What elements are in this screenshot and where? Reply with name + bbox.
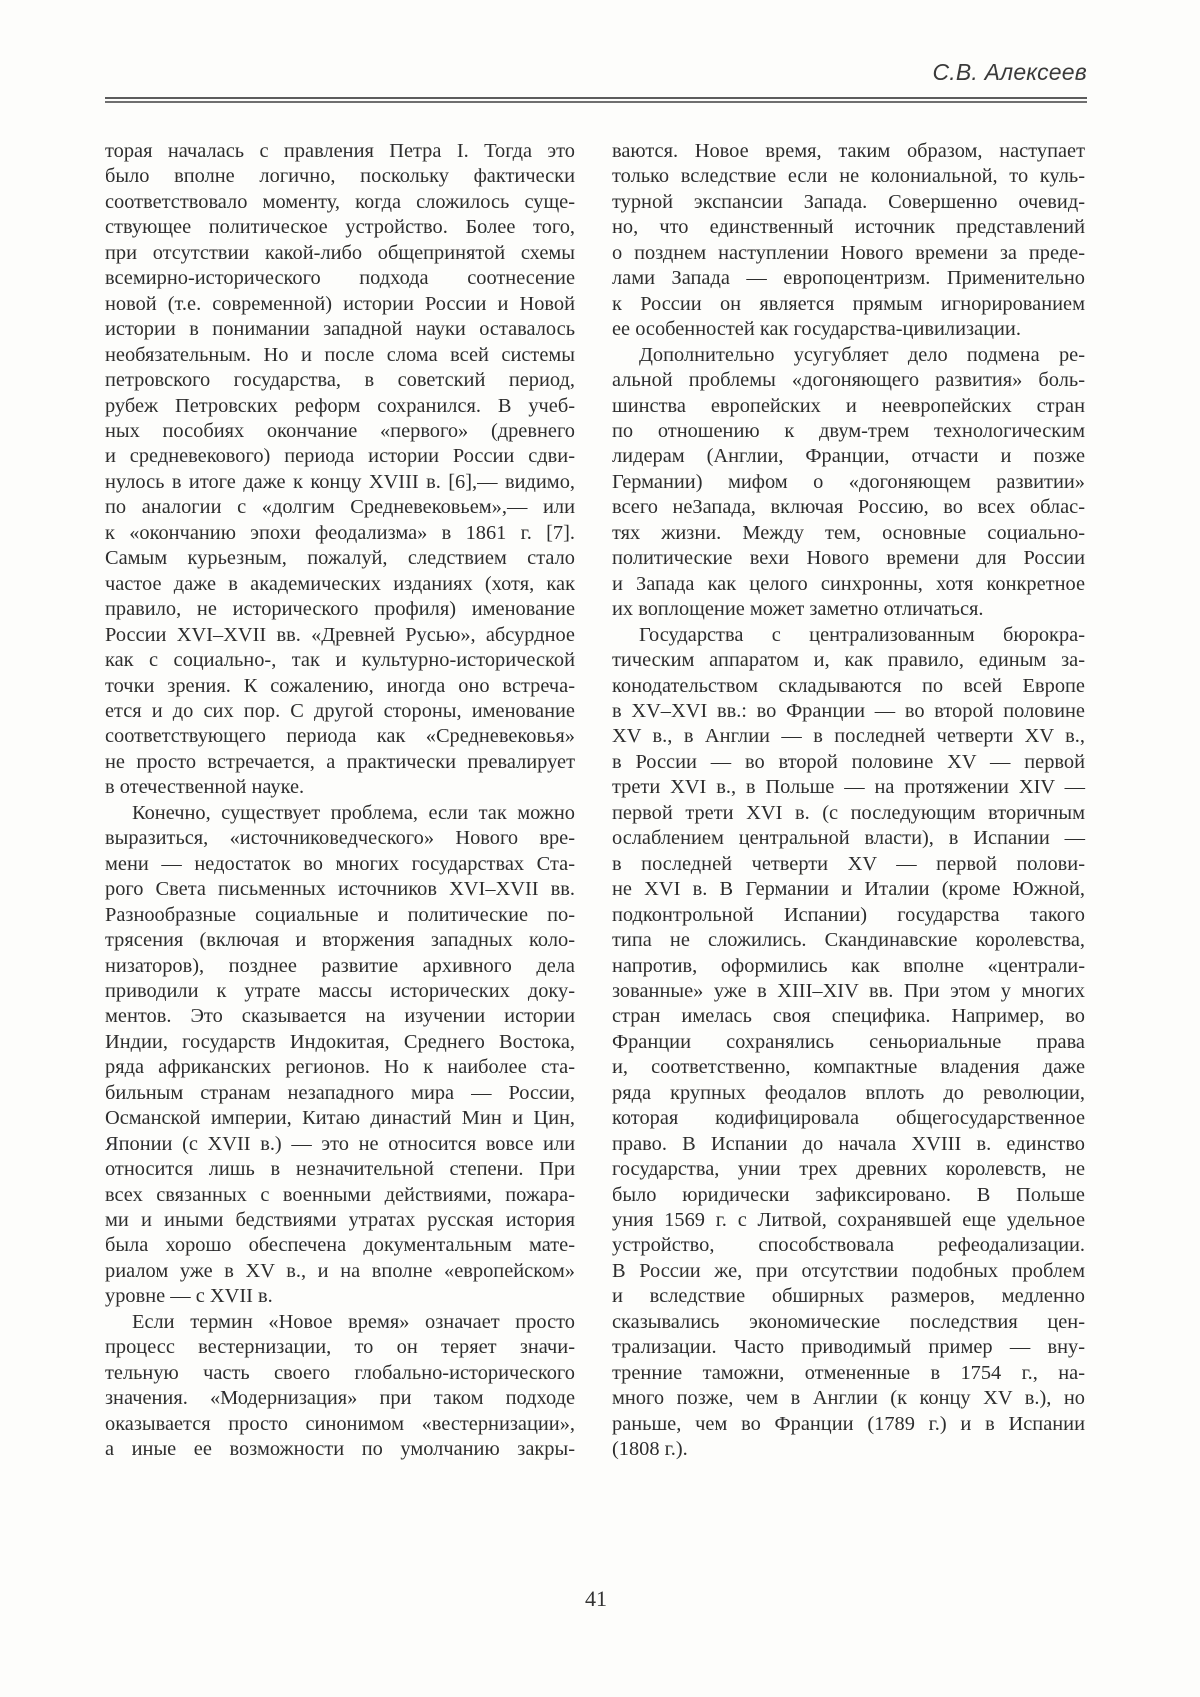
text-column-left — [105, 139, 575, 1463]
text-line: рубеж Петровских реформ сохранился. В учеб- — [105, 394, 575, 417]
text-line: ствующее политическое устройство. Более того, — [105, 216, 575, 239]
text-line: риалом уже в XV в., и на вполне «европейском» — [105, 1259, 575, 1282]
text-line: к «окончанию эпохи феодализма» в 1861 г. [7]. — [105, 521, 575, 544]
text-line: Османской империи, Китаю династий Мин и Цин, — [105, 1107, 575, 1130]
text-line: процесс вестернизации, то он теряет значи- — [105, 1336, 575, 1359]
text-line: Разнообразные социальные и политические по- — [105, 903, 575, 926]
text-line: которая кодифицировала общегосударственное — [612, 1107, 1085, 1130]
text-line: не просто встречается, а практически превалирует — [105, 750, 575, 773]
text-line: в России — во второй половине XV — первой — [612, 750, 1085, 773]
text-line: о позднем наступлении Нового времени за преде- — [612, 241, 1085, 264]
text-line: низаторов), позднее развитие архивного дела — [105, 954, 575, 977]
text-line: уровне — с XVII в. — [105, 1285, 273, 1308]
text-line: мени — недостаток во многих государствах Ста- — [105, 852, 575, 875]
text-line: и вследствие обширных размеров, медленно — [612, 1285, 1085, 1308]
text-line: стран имелась своя специфика. Например, во — [612, 1005, 1085, 1028]
text-line: было юридически зафиксировано. В Польше — [612, 1183, 1085, 1206]
text-line: трясения (включая и вторжения западных коло- — [105, 929, 575, 952]
text-line: в последней четверти XV — первой полови- — [612, 852, 1085, 875]
text-line: было вполне логично, поскольку фактически — [105, 165, 575, 188]
text-line: тях жизни. Между тем, основные социально- — [612, 521, 1085, 544]
text-line: ослаблением центральной власти), в Испании — — [612, 827, 1085, 850]
text-line: ваются. Новое время, таким образом, наступает — [612, 140, 1085, 162]
text-line: при отсутствии какой-либо общепринятой схемы — [105, 241, 575, 264]
page-footer — [105, 1586, 1087, 1612]
text-line: трети XVI в., в Польше — на протяжении XIV — — [612, 776, 1085, 799]
text-line: частое даже в академических изданиях (хотя, как — [105, 572, 575, 595]
text-line: альной проблемы «догоняющего развития» боль- — [612, 369, 1085, 392]
text-line: сказывались экономические последствия цен- — [612, 1310, 1085, 1333]
text-line: приводили к утрате массы исторических доку- — [105, 979, 575, 1002]
text-line: ется и до сих пор. С другой стороны, именование — [105, 699, 575, 722]
text-line: относится лишь в незначительной степени. При — [105, 1158, 575, 1181]
text-line: лами Запада — европоцентризм. Применительно — [612, 267, 1085, 290]
text-line: всех связанных с военными действиями, пожара- — [105, 1183, 575, 1206]
text-line: лидерам (Англии, Франции, отчасти и позже — [612, 445, 1085, 468]
text-line: типа не сложились. Скандинавские королевства, — [612, 929, 1085, 952]
text-line: значения. «Модернизация» при таком подходе — [105, 1387, 575, 1410]
text-line: и Запада как целого синхронны, хотя конкретное — [612, 572, 1085, 595]
text-line: государства, унии трех древних королевств, не — [612, 1158, 1085, 1181]
running-head-author: С.В. Алексеев — [932, 59, 1087, 85]
text-line: необязательным. Но и после слома всей системы — [105, 343, 575, 366]
text-line: Если термин «Новое время» означает просто — [132, 1310, 575, 1333]
text-line: зованные» уже в XIII–XIV вв. При этом у многих — [612, 979, 1085, 1002]
text-line: XV в., в Англии — в последней четверти XV в., — [612, 725, 1085, 748]
text-line: по отношению к двум-трем технологическим — [612, 419, 1085, 442]
text-line: рого Света письменных источников XVI–XVII вв. — [105, 878, 575, 901]
text-line: не XVI в. В Германии и Италии (кроме Южной, — [612, 878, 1085, 901]
text-line: первой трети XVI в. (с последующим вторичным — [612, 801, 1085, 824]
text-line: к России он является прямым игнорированием — [612, 292, 1085, 315]
text-line: трализации. Часто приводимый пример — вну- — [612, 1336, 1085, 1359]
header-rule — [105, 97, 1087, 103]
text-line: Германии) мифом о «догоняющем развитии» — [612, 470, 1085, 493]
text-line: только вследствие если не колониальной, то куль- — [612, 165, 1085, 188]
text-line: право. В Испании до начала XVIII в. единство — [612, 1132, 1085, 1155]
text-line: всемирно-исторического подхода соотнесение — [105, 267, 575, 290]
text-line: ных пособиях окончание «первого» (древнего — [105, 419, 575, 442]
text-line: Дополнительно усугубляет дело подмена ре- — [639, 343, 1085, 366]
text-line: ее особенностей как государства-цивилизации. — [612, 318, 1021, 341]
text-columns — [105, 139, 1085, 1463]
text-line: в XV–XVI вв.: во Франции — во второй половине — [612, 699, 1085, 722]
text-line: Конечно, существует проблема, если так можно — [132, 801, 575, 824]
text-line: турной экспансии Запада. Совершенно очевид- — [612, 190, 1085, 213]
page-number: 41 — [585, 1586, 607, 1611]
text-line: правило, не исторического профиля) именование — [105, 598, 575, 621]
text-line: Японии (с XVII в.) — это не относится вовсе или — [105, 1132, 575, 1155]
text-line: ментов. Это сказывается на изучении истории — [105, 1005, 575, 1028]
text-line: их воплощение может заметно отличаться. — [612, 598, 984, 621]
text-line: петровского государства, в советский период, — [105, 369, 575, 392]
text-line: и, соответственно, компактные владения даже — [612, 1056, 1085, 1079]
text-line: была хорошо обеспечена документальным мате- — [105, 1234, 575, 1257]
text-line: России XVI–XVII вв. «Древней Русью», абсурдное — [105, 623, 575, 646]
text-line: тренние таможни, отмененные в 1754 г., на- — [612, 1361, 1085, 1384]
text-line: В России же, при отсутствии подобных проблем — [612, 1259, 1085, 1282]
text-line: Индии, государств Индокитая, Среднего Востока, — [105, 1030, 575, 1053]
text-line: соответствующего периода как «Средневековья» — [105, 725, 575, 748]
text-line: (1808 г.). — [612, 1438, 688, 1461]
page-header — [105, 58, 1087, 103]
text-line: политические вехи Нового времени для России — [612, 547, 1085, 570]
text-line: по аналогии с «долгим Средневековьем»,— или — [105, 496, 575, 519]
text-line: уния 1569 г. с Литвой, сохранявшей еще удельное — [612, 1209, 1085, 1232]
text-line: устройство, способствовала рефеодализации. — [612, 1234, 1085, 1257]
text-line: как с социально-, так и культурно-исторической — [105, 649, 575, 672]
text-line: соответствовало моменту, когда сложилось суще- — [105, 190, 575, 213]
text-line: тельную часть своего глобально-исторического — [105, 1361, 575, 1384]
text-line: бильным странам незападного мира — России, — [105, 1081, 575, 1104]
text-line: а иные ее возможности по умолчанию закры- — [105, 1438, 575, 1461]
text-line: но, что единственный источник представлений — [612, 216, 1085, 239]
text-line: тическим аппаратом и, как правило, единым за- — [612, 649, 1085, 672]
text-line: истории в понимании западной науки оставалось — [105, 318, 575, 341]
text-line: Самым курьезным, пожалуй, следствием стало — [105, 547, 575, 570]
text-line: раньше, чем во Франции (1789 г.) и в Испании — [612, 1412, 1085, 1435]
text-line: оказывается просто синонимом «вестернизации», — [105, 1412, 575, 1435]
text-line: Государства с централизованным бюрокра- — [639, 623, 1085, 646]
text-line: в отечественной науке. — [105, 776, 305, 799]
text-line: всего неЗапада, включая Россию, во всех облас- — [612, 496, 1085, 519]
text-line: и средневекового) периода истории России сдви- — [105, 445, 575, 468]
text-line: торая началась с правления Петра I. Тогда это — [105, 140, 575, 162]
text-column-right — [612, 139, 1085, 1463]
text-line: новой (т.е. современной) истории России и Новой — [105, 292, 575, 315]
text-line: выразиться, «источниковедческого» Нового вре- — [105, 827, 575, 850]
text-line: Франции сохранялись сеньориальные права — [612, 1030, 1085, 1053]
text-line: ряда африканских регионов. Но к наиболее ста- — [105, 1056, 575, 1079]
text-line: шинства европейских и неевропейских стран — [612, 394, 1085, 417]
text-line: точки зрения. К сожалению, иногда оно встреча- — [105, 674, 575, 697]
text-line: ряда крупных феодалов вплоть до революции, — [612, 1081, 1085, 1104]
text-line: много позже, чем в Англии (к концу XV в.), но — [612, 1387, 1085, 1410]
text-line: нулось в итоге даже к концу XVIII в. [6],— видимо, — [105, 470, 575, 493]
text-line: напротив, оформились как вполне «централи- — [612, 954, 1085, 977]
text-line: подконтрольной Испании) государства такого — [612, 903, 1085, 926]
text-line: конодательством складываются по всей Европе — [612, 674, 1085, 697]
text-line: ми и иными бедствиями утратах русская история — [105, 1209, 575, 1232]
